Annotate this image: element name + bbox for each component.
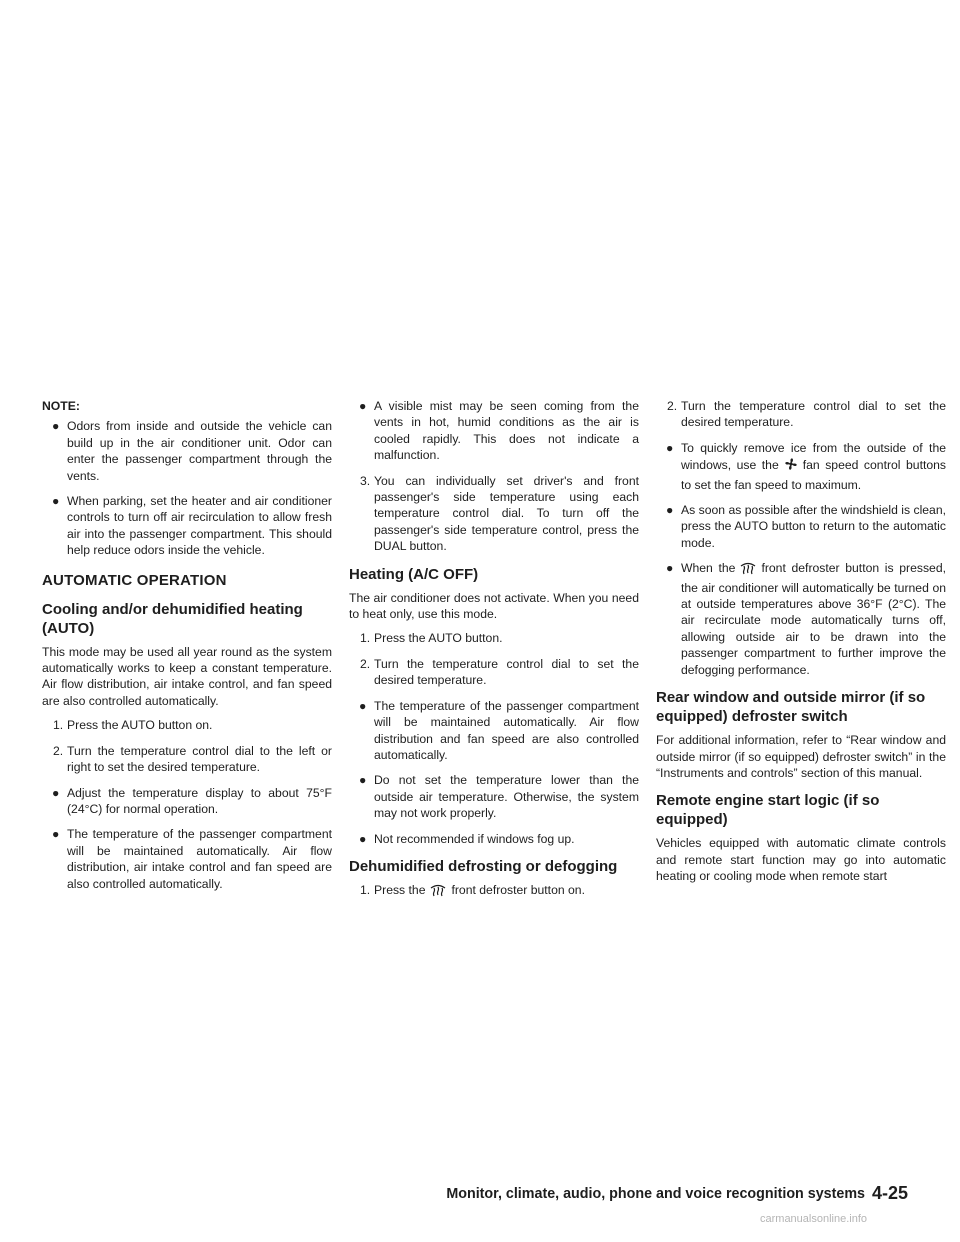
bullet-item bbox=[349, 698, 639, 764]
bullet-item bbox=[349, 772, 639, 821]
watermark: carmanualsonline.info bbox=[760, 1213, 868, 1225]
bullet-text: Not recommended if windows fog up. bbox=[374, 831, 575, 846]
bullet-marker: ● bbox=[52, 785, 60, 800]
bullet-marker: ● bbox=[359, 773, 367, 788]
step-item bbox=[349, 656, 639, 689]
step-text: You can individually set driver's and front passenger's side temperature using each temperature control dial. To turn off the passenger's side temperature control, press the DUAL button. bbox=[374, 473, 639, 554]
step-text: Turn the temperature control dial to set the desired temperature. bbox=[681, 399, 946, 430]
fan-icon bbox=[783, 456, 799, 476]
step-item bbox=[349, 473, 639, 555]
bullet-text: The temperature of the passenger compartment will be maintained automatically. Air flow distribution, air intake control and fan speed are also controlled automatically. bbox=[67, 827, 332, 891]
note-bullet bbox=[42, 493, 332, 559]
step-text: Turn the temperature control dial to the left or right to set the desired temperature. bbox=[67, 743, 332, 775]
step-number: 1. bbox=[53, 718, 64, 733]
front-defroster-icon bbox=[429, 883, 447, 901]
note-label: NOTE: bbox=[42, 399, 80, 413]
bullet-text-post: fan speed control buttons to set the fan speed to maximum. bbox=[681, 458, 946, 492]
column-2 bbox=[349, 398, 639, 910]
bullet-marker: ● bbox=[666, 503, 674, 518]
bullet-marker: ● bbox=[52, 494, 60, 509]
subsection-heading-defrosting: Dehumidified defrosting or defogging bbox=[349, 857, 618, 875]
bullet-item bbox=[656, 440, 946, 493]
bullet-marker: ● bbox=[666, 440, 674, 455]
bullet-text-pre: To quickly remove ice from the outside of the windows, use the bbox=[681, 440, 946, 473]
page-number: 4-25 bbox=[872, 1183, 909, 1203]
bullet-text: As soon as possible after the windshield is clean, press the AUTO button to return to the automatic mode. bbox=[681, 503, 946, 550]
subsection-heading-heating: Heating (A/C OFF) bbox=[349, 565, 479, 583]
bullet-item bbox=[349, 398, 639, 464]
bullet-text: Do not set the temperature lower than the outside air temperature. Otherwise, the system may not work properly. bbox=[374, 773, 639, 821]
subsection-heading-rear-window: Rear window and outside mirror (if so equipped) defroster switch bbox=[656, 689, 926, 726]
step-number: 2. bbox=[667, 399, 678, 413]
bullet-marker: ● bbox=[359, 831, 367, 846]
section-heading-automatic-operation: AUTOMATIC OPERATION bbox=[42, 571, 227, 589]
note-bullet-text: When parking, set the heater and air conditioner controls to turn off air recirculation to allow fresh air into the passenger compartment. This should help reduce odors inside the vehicle. bbox=[67, 494, 332, 558]
bullet-marker: ● bbox=[52, 419, 60, 434]
note-bullet-text: Odors from inside and outside the vehicle can build up in the air conditioner unit. Odor can enter the passenger compartment through the vents. bbox=[67, 419, 332, 483]
bullet-text-post: front defroster button is pressed, the air conditioner will automatically be turned on at outside temperatures above 36°F (2°C). The air recirculate mode automatically turns off, allowing outside air to be drawn into the passenger compartment to further improve the defogging performance. bbox=[681, 561, 946, 677]
step-number: 3. bbox=[360, 473, 371, 488]
bullet-item bbox=[42, 785, 332, 818]
step-text: Press the AUTO button on. bbox=[67, 718, 213, 733]
front-defroster-icon bbox=[739, 561, 757, 579]
step-text: Turn the temperature control dial to set the desired temperature. bbox=[374, 656, 639, 688]
bullet-item bbox=[349, 831, 639, 847]
subsection-heading-cooling: Cooling and/or dehumidified heating (AUTO) bbox=[42, 600, 303, 637]
bullet-text-pre: When the bbox=[681, 561, 736, 576]
subsection-heading-remote-start: Remote engine start logic (if so equipped) bbox=[656, 792, 880, 829]
cooling-intro: This mode may be used all year round as the system automatically works to keep a constant temperature. Air flow distribution, air intake control, and fan speed are also controlled automatically. bbox=[42, 644, 332, 708]
step-item bbox=[42, 743, 332, 776]
column-1 bbox=[42, 398, 332, 901]
bullet-item bbox=[656, 560, 946, 678]
step-number: 1. bbox=[360, 882, 371, 897]
bullet-text: Adjust the temperature display to about 75°F (24°C) for normal operation. bbox=[67, 785, 332, 816]
bullet-marker: ● bbox=[52, 827, 60, 842]
bullet-item bbox=[42, 826, 332, 892]
step-item bbox=[656, 398, 946, 431]
step-text: Press the AUTO button. bbox=[374, 631, 503, 646]
bullet-text: The temperature of the passenger compartment will be maintained automatically. Air flow distribution and fan speed are also controlled automatically. bbox=[374, 698, 639, 762]
remote-start-text: Vehicles equipped with automatic climate controls and remote start function may go into automatic heating or cooling mode when remote start bbox=[656, 836, 946, 884]
column-3 bbox=[656, 398, 946, 893]
bullet-marker: ● bbox=[359, 399, 367, 413]
step-number: 2. bbox=[360, 656, 371, 671]
bullet-marker: ● bbox=[359, 698, 367, 713]
rear-window-text: For additional information, refer to “Rear window and outside mirror (if so equipped) defroster switch” in the “Instruments and controls” section of this manual. bbox=[656, 733, 946, 780]
step-text-post: front defroster button on. bbox=[451, 882, 585, 897]
bullet-marker: ● bbox=[666, 561, 674, 576]
step-text-pre: Press the bbox=[374, 882, 426, 897]
footer-section-title: Monitor, climate, audio, phone and voice recognition systems bbox=[446, 1186, 865, 1202]
bullet-text: A visible mist may be seen coming from the vents in hot, humid conditions as the air is cooled rapidly. This does not indicate a malfunction. bbox=[374, 399, 639, 463]
step-item bbox=[349, 882, 639, 901]
step-item bbox=[42, 717, 332, 733]
step-number: 1. bbox=[360, 631, 371, 646]
heating-intro: The air conditioner does not activate. When you need to heat only, use this mode. bbox=[349, 590, 639, 622]
step-item bbox=[349, 630, 639, 646]
bullet-item bbox=[656, 502, 946, 551]
step-number: 2. bbox=[53, 743, 64, 758]
note-bullet bbox=[42, 418, 332, 484]
